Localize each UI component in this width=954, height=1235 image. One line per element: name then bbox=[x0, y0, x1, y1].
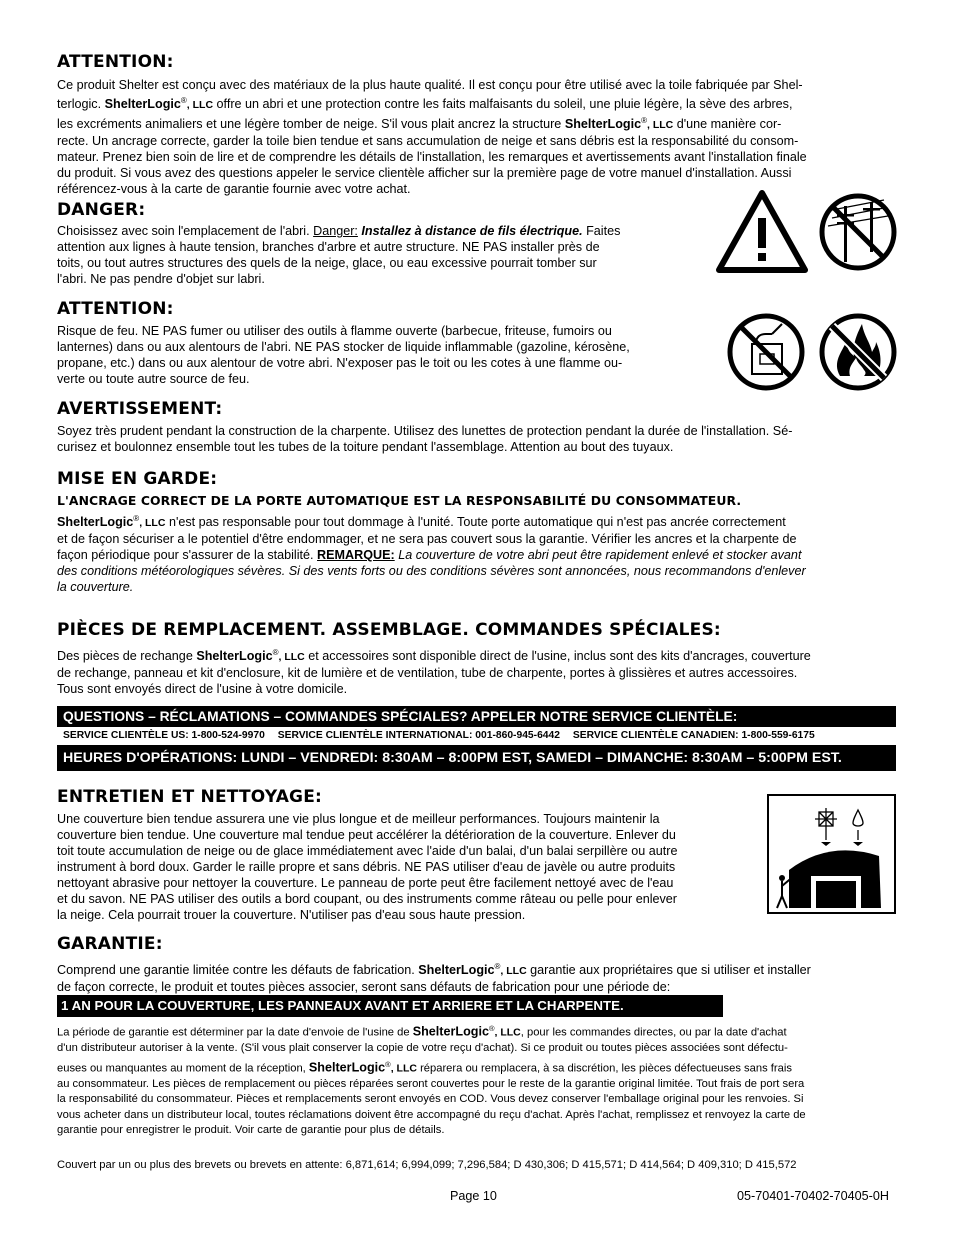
warranty-term-banner: 1 AN POUR LA COUVERTURE, LES PANNEAUX AVANT ET ARRIERE ET LA CHARPENTE. bbox=[57, 995, 723, 1017]
pieces-heading: PIÈCES DE REMPLACEMENT. ASSEMBLAGE. COMMANDES SPÉCIALES: bbox=[57, 620, 721, 640]
no-power-lines-icon bbox=[818, 192, 898, 272]
service-intl-phone: SERVICE CLIENTÈLE INTERNATIONAL: 001-860-945-6442 bbox=[277, 730, 560, 741]
avertissement-heading: AVERTISSEMENT: bbox=[57, 399, 223, 419]
entretien-paragraph: Une couverture bien tendue assurera une vie plus longue et de meilleur performances. Toujours maintenir la couverture bien tendue. Une couverture mal tendue peut accélérer la détérioration de la couverture. Enlever du toit toute accumulation de neige ou de glace immédiatement avec l'aide d'un balai, d'un balai serpillère ou autre instrument à bord doux. Garder le raille propre et sans débris. NE PAS utiliser d'eau de javèle ou autre produits nettoyant abrasive pour nettoyer la couverture. Le panneau de porte peut être facilement nettoyé avec de l'eau et du savon. NE PAS utiliser des outils a bord coupant, ou des instruments comme râteau ou pelle pour enlever la neige. Cela pourrait trouer la couverture. N'utiliser pas d'eau sous haute pression. bbox=[57, 812, 678, 922]
danger-paragraph: Choisissez avec soin l'emplacement de l'abri. Danger: Installez à distance de fils électrique. Faites attention aux lignes à haute tension, branches d'arbre et autre structure. NE PAS installer près de toits, ou tout autres structures des quels de la neige, glace, ou eau excessive pourrait tomber sur l'abri. Ne pas pendre d'objet sur labri. bbox=[57, 224, 621, 286]
snow-removal-icon bbox=[767, 794, 896, 914]
service-ca-phone: SERVICE CLIENTÈLE CANADIEN: 1-800-559-6175 bbox=[572, 730, 815, 741]
attention-paragraph: Ce produit Shelter est conçu avec des matériaux de la plus haute qualité. Il est conçu pour être utilisé avec la toile fabriquée par Shel- terlogic. ShelterLogic®, LLC offre un abri et une protection contre les faits malfaisants du soleil, une pluie légère, la sève des arbres, les excréments animaliers et une légère tomber de neige. S'il vous plait ancrez la structure ShelterLogic®, LLC d'une manière cor- recte. Un ancrage correcte, garder la toile bien tendue et sans accumulation de neige et sans débris est la responsabilité du consom- mateur. Prenez bien soin de lire et de comprendre les détails de l'installation, les remarques et avertissements avant l'installation finale du produit. Si vous avez des questions appeler le service clientèle afficher sur la première page de votre manuel d'installation. Aussi référencez-vous à la carte de garantie fournie avec votre achat. bbox=[57, 78, 807, 197]
avertissement-paragraph: Soyez très prudent pendant la construction de la charpente. Utilisez des lunettes de protection pendant la durée de l'installation. Sé- curisez et boulonnez ensemble tout les tubes de la toiture pendant l'assemblage. Attention au bout des tuyaux. bbox=[57, 424, 793, 454]
fire-attention-paragraph: Risque de feu. NE PAS fumer ou utiliser des outils à flamme ouverte (barbecue, friteuse, fumoirs ou lanternes) dans ou aux alentours de l'abri. NE PAS stocker de liquide inflammable (gazoline, kérosène, propane, etc.) dans ou aux alentour de votre abri. N'exposer pas le toit ou les cotes à une flamme ou- verte ou toute autre source de feu. bbox=[57, 324, 630, 386]
garantie-intro: Comprend une garantie limitée contre les défauts de fabrication. ShelterLogic®, LLC garantie aux propriétaires que si utiliser et installer de façon correcte, le produit et toutes pièces associer, seront sans défauts de fabrication pour une période de: bbox=[57, 962, 811, 995]
document-code: 05-70401-70402-70405-0H bbox=[737, 1189, 889, 1203]
mise-en-garde-heading: MISE EN GARDE: bbox=[57, 469, 218, 489]
danger-heading: DANGER: bbox=[57, 200, 146, 220]
service-us-phone: SERVICE CLIENTÈLE US: 1-800-524-9970 bbox=[63, 730, 265, 741]
fire-attention-heading: ATTENTION: bbox=[57, 299, 174, 319]
attention-heading: ATTENTION: bbox=[57, 52, 174, 72]
patents-note: Couvert par un ou plus des brevets ou brevets en attente: 6,871,614; 6,994,099; 7,296,584; D 430,306; D 415,571; D 414,564; D 409,310; D 415,572 bbox=[57, 1159, 797, 1171]
garantie-paragraph: La période de garantie est déterminer par la date d'envoie de l'usine de ShelterLogic®, LLC, pour les commandes directes, ou par la date d'achat d'un distributeur autoriser à la vente. (S'il vous plait conserver la copie de votre reçu d'achat). Si ce produit ou toutes pièces associées sont défectu- euses ou manquantes au moment de la réception, ShelterLogic®, LLC réparera ou remplacera, à sa discrétion, les pièces défectueuses sans frais au consommateur. Les pièces de remplacement ou pièces réparées seront couvertes pour le reste de la garantie original limitée. Tout frais de port sera la responsabilité du consommateur. Pièces et remplacements seront envoyés en COD. Vous devez conserver l'emballage original pour les renvoies. Si vous acheter dans un distributeur local, toutes réclamations doivent être accompagné du reçu d'achat. Après l'achat, remplissez et renvoyez la carte de garantie pour enregistrer le produit. Voir carte de garantie pour plus de détails. bbox=[57, 1024, 806, 1137]
hours-banner: HEURES D'OPÉRATIONS: LUNDI – VENDREDI: 8:30AM – 8:00PM EST, SAMEDI – DIMANCHE: 8:30AM – 5:00PM EST. bbox=[57, 745, 896, 771]
no-fuel-can-icon bbox=[726, 312, 806, 392]
warning-triangle-icon bbox=[716, 190, 808, 274]
mise-en-garde-subheading: L'ANCRAGE CORRECT DE LA PORTE AUTOMATIQUE EST LA RESPONSABILITÉ DU CONSOMMATEUR. bbox=[57, 493, 742, 508]
page-number: Page 10 bbox=[450, 1189, 497, 1203]
pieces-paragraph: Des pièces de rechange ShelterLogic®, LLC et accessoires sont disponible direct de l'usine, inclus sont des kits d'ancrages, couverture de rechange, panneau et kit d'enclosure, kit de lumière et de ventilation, tube de charpente, portes à glissières et autres accessoires. Tous sont envoyés direct de l'usine à votre domicile. bbox=[57, 648, 811, 697]
service-banner: QUESTIONS – RÉCLAMATIONS – COMMANDES SPÉCIALES? APPELER NOTRE SERVICE CLIENTÈLE: bbox=[57, 706, 896, 727]
mise-en-garde-paragraph: ShelterLogic®, LLC n'est pas responsable pour tout dommage à l'unité. Toute porte automatique qui n'est pas ancrée correctement et de façon sécuriser a le potentiel d'être endommager, et ne sera pas couvert sous la garantie. Vérifier les ancres et la charpente de façon périodique pour s'assurer de la stabilité. REMARQUE: La couverture de votre abri peut être rapidement enlevé et stocker avant des conditions météorologiques sévères. Si des vents forts ou des conditions sévères sont annoncées, nous recommandons d'enlever la couverture. bbox=[57, 514, 806, 595]
garantie-heading: GARANTIE: bbox=[57, 934, 163, 954]
entretien-heading: ENTRETIEN ET NETTOYAGE: bbox=[57, 787, 323, 807]
service-phone-row bbox=[57, 728, 896, 744]
no-fire-icon bbox=[818, 312, 898, 392]
